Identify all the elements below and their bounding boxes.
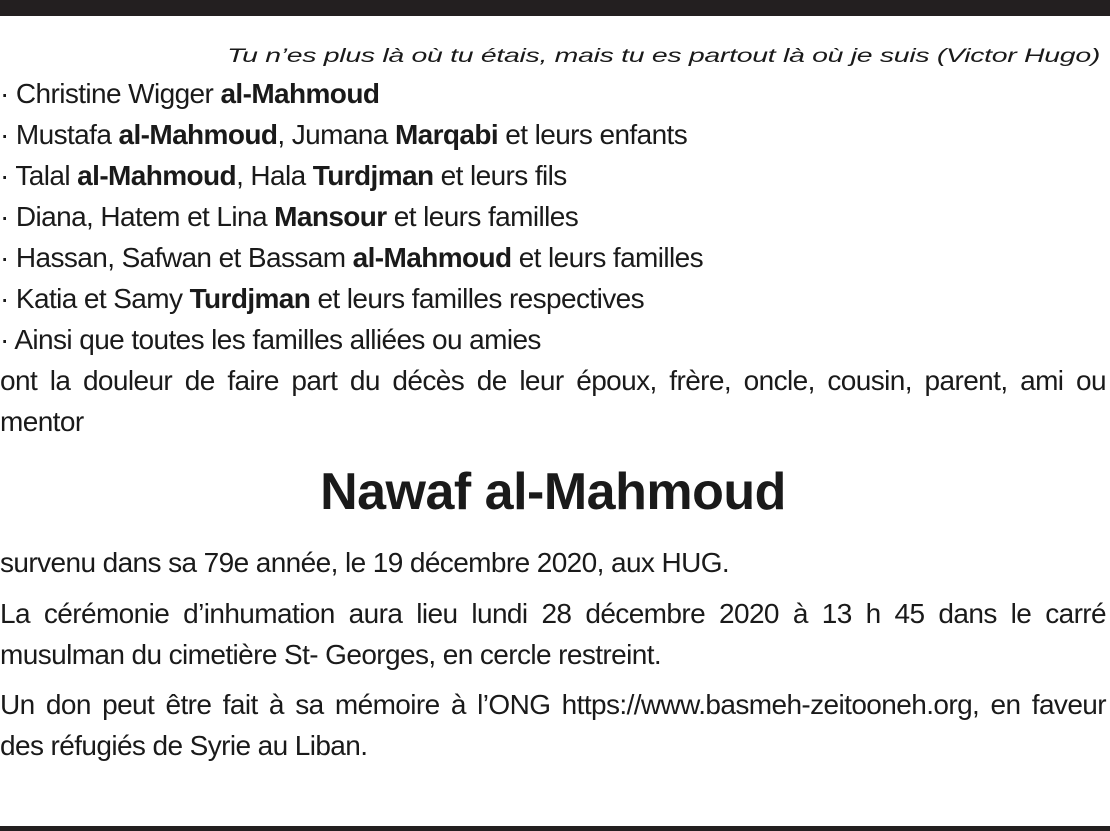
family-text: et leurs enfants xyxy=(498,119,688,150)
family-surname: Turdjman xyxy=(312,160,434,191)
family-text: et leurs familles respectives xyxy=(310,283,644,314)
family-text: · Katia et Samy xyxy=(0,283,190,314)
obituary-notice xyxy=(0,16,1106,766)
family-line xyxy=(0,237,1106,278)
family-surname: al-Mahmoud xyxy=(352,242,512,273)
family-text: · Diana, Hatem et Lina xyxy=(0,201,275,232)
family-text: · Talal xyxy=(0,160,78,191)
family-surname: al-Mahmoud xyxy=(77,160,237,191)
top-border-bar xyxy=(0,0,1110,16)
family-text: · Ainsi que toutes les familles alliées ou amies xyxy=(0,324,541,355)
family-line xyxy=(0,319,1106,360)
family-surname: Turdjman xyxy=(189,283,311,314)
spacer xyxy=(0,583,1106,593)
spacer xyxy=(0,675,1106,684)
family-line xyxy=(0,155,1106,196)
family-text: et leurs familles xyxy=(511,242,704,273)
family-surname: al-Mahmoud xyxy=(118,119,278,150)
family-text: et leurs fils xyxy=(433,160,567,191)
announcement-text: ont la douleur de faire part du décès de leur époux, frère, oncle, cousin, parent, ami ou mentor xyxy=(0,365,1106,437)
family-line xyxy=(0,196,1106,237)
family-text: · Mustafa xyxy=(0,119,119,150)
epigraph-quote: Tu n’es plus là où tu étais, mais tu es partout là où je suis (Victor Hugo) xyxy=(227,46,1101,67)
family-line xyxy=(0,73,1106,114)
family-list xyxy=(0,73,1106,360)
donation-text: Un don peut être fait à sa mémoire à l’ONG https://www.basmeh-zeitooneh.org, en faveur des réfugiés de Syrie au Liban. xyxy=(0,689,1106,761)
family-surname: Mansour xyxy=(274,201,387,232)
family-text: , Hala xyxy=(236,160,313,191)
family-text: · Christine Wigger xyxy=(0,78,221,109)
family-surname: al-Mahmoud xyxy=(220,78,380,109)
family-text: , Jumana xyxy=(277,119,395,150)
family-text: et leurs familles xyxy=(386,201,579,232)
deceased-name: Nawaf al-Mahmoud xyxy=(320,463,786,521)
family-line xyxy=(0,114,1106,155)
family-surname: Marqabi xyxy=(394,119,499,150)
ceremony-text: La cérémonie d’inhumation aura lieu lundi 28 décembre 2020 à 13 h 45 dans le carré musulman du cimetière St- Georges, en cercle restreint. xyxy=(0,598,1106,670)
family-line xyxy=(0,278,1106,319)
family-text: · Hassan, Safwan et Bassam xyxy=(0,242,353,273)
bottom-border-rule xyxy=(0,826,1110,831)
death-info: survenu dans sa 79e année, le 19 décembre 2020, aux HUG. xyxy=(0,547,730,578)
